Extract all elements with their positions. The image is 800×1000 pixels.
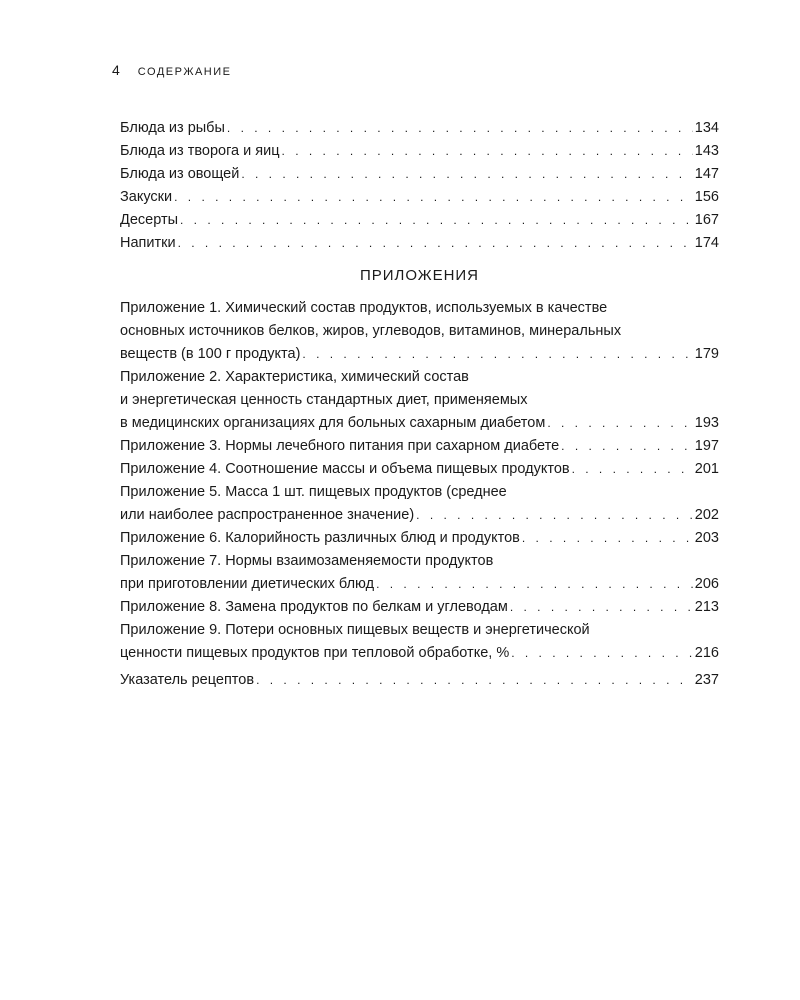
toc-entry-title: Указатель рецептов	[120, 672, 255, 688]
toc-index	[120, 669, 719, 692]
running-title: СОДЕРЖАНИЕ	[137, 66, 232, 78]
toc-entry[interactable]	[120, 619, 719, 665]
page-number: 4	[112, 62, 120, 78]
toc-entry[interactable]	[120, 458, 719, 481]
toc-entry-last-line	[120, 527, 719, 550]
dot-leader	[376, 573, 693, 596]
toc-page-number: 197	[694, 438, 719, 454]
toc-entry-line: Приложение 7. Нормы взаимозаменяемости продуктов	[120, 553, 494, 569]
toc-chapters	[120, 117, 719, 255]
toc-page-number: 202	[694, 507, 719, 523]
toc-entry-title: Приложение 4. Соотношение массы и объема пищевых продуктов	[120, 461, 570, 477]
toc-page-number: 213	[694, 599, 719, 615]
toc-entry-last-line	[120, 642, 719, 665]
dot-leader	[282, 140, 693, 163]
toc-entry-last-line	[120, 163, 719, 186]
dot-leader	[511, 642, 693, 665]
toc-entry[interactable]	[120, 669, 719, 692]
toc-entry[interactable]	[120, 297, 719, 366]
toc-entry-line: Приложение 5. Масса 1 шт. пищевых продуктов (среднее	[120, 484, 507, 500]
toc-entry-last-line	[120, 573, 719, 596]
toc-page-number: 201	[694, 461, 719, 477]
toc-entry[interactable]	[120, 596, 719, 619]
dot-leader	[227, 117, 693, 140]
toc-entry-line: Приложение 2. Характеристика, химический состав	[120, 369, 469, 385]
toc-page-number: 134	[694, 120, 719, 136]
toc-entry[interactable]	[120, 435, 719, 458]
toc-entry-last-line	[120, 117, 719, 140]
dot-leader	[256, 669, 693, 692]
toc-entry-title: Блюда из овощей	[120, 166, 240, 182]
toc-page-number: 216	[694, 645, 719, 661]
toc-entry-last-line	[120, 435, 719, 458]
toc-entry[interactable]	[120, 550, 719, 596]
toc-page-number: 143	[694, 143, 719, 159]
dot-leader	[522, 527, 693, 550]
toc-entry-last-line	[120, 669, 719, 692]
toc-entry[interactable]	[120, 117, 719, 140]
toc-entry-title: Приложение 6. Калорийность различных блюд и продуктов	[120, 530, 520, 546]
toc-entry[interactable]	[120, 163, 719, 186]
toc-entry-last-line	[120, 186, 719, 209]
toc-entry[interactable]	[120, 186, 719, 209]
toc-entry-title: в медицинских организациях для больных сахарным диабетом	[120, 415, 546, 431]
toc-entry-title: Закуски	[120, 189, 173, 205]
toc-page-number: 174	[694, 235, 719, 251]
dot-leader	[302, 343, 692, 366]
toc-entry-last-line	[120, 412, 719, 435]
toc-page-number: 147	[694, 166, 719, 182]
dot-leader	[241, 163, 692, 186]
toc-entry-title: Блюда из рыбы	[120, 120, 225, 136]
toc-entry[interactable]	[120, 481, 719, 527]
toc-page-number: 206	[694, 576, 719, 592]
toc-entry-title: Десерты	[120, 212, 179, 228]
dot-leader	[416, 504, 693, 527]
toc-entry-last-line	[120, 343, 719, 366]
toc-entry[interactable]	[120, 232, 719, 255]
toc-entry-title: Приложение 8. Замена продуктов по белкам и углеводам	[120, 599, 508, 615]
toc-entry-last-line	[120, 209, 719, 232]
dot-leader	[572, 458, 693, 481]
toc-appendices	[120, 297, 719, 665]
appendices-heading: ПРИЛОЖЕНИЯ	[359, 267, 480, 284]
dot-leader	[178, 232, 693, 255]
toc-entry-line: основных источников белков, жиров, углеводов, витаминов, минеральных	[120, 323, 622, 339]
dot-leader	[180, 209, 693, 232]
table-of-contents	[120, 117, 719, 692]
toc-entry-last-line	[120, 596, 719, 619]
toc-entry-last-line	[120, 458, 719, 481]
toc-entry-last-line	[120, 140, 719, 163]
toc-page-number: 156	[694, 189, 719, 205]
dot-leader	[510, 596, 693, 619]
toc-page-number: 167	[694, 212, 719, 228]
toc-page-number: 203	[694, 530, 719, 546]
toc-entry-title: Блюда из творога и яиц	[120, 143, 280, 159]
toc-entry-title: Напитки	[120, 235, 176, 251]
toc-entry-title: при приготовлении диетических блюд	[120, 576, 375, 592]
dot-leader	[547, 412, 692, 435]
toc-entry-line: Приложение 1. Химический состав продуктов, используемых в качестве	[120, 300, 608, 316]
toc-entry-line: и энергетическая ценность стандартных диет, применяемых	[120, 392, 528, 408]
toc-entry-title: веществ (в 100 г продукта)	[120, 346, 301, 362]
dot-leader	[174, 186, 693, 209]
toc-entry-title: ценности пищевых продуктов при тепловой обработке, %	[120, 645, 510, 661]
running-head	[112, 62, 232, 78]
toc-entry[interactable]	[120, 527, 719, 550]
toc-entry[interactable]	[120, 209, 719, 232]
toc-entry-last-line	[120, 232, 719, 255]
toc-page-number: 193	[694, 415, 719, 431]
toc-entry-line: Приложение 9. Потери основных пищевых веществ и энергетической	[120, 622, 590, 638]
toc-entry-title: Приложение 3. Нормы лечебного питания при сахарном диабете	[120, 438, 560, 454]
dot-leader	[561, 435, 693, 458]
toc-entry[interactable]	[120, 140, 719, 163]
toc-entry[interactable]	[120, 366, 719, 435]
toc-page-number: 237	[694, 672, 719, 688]
toc-entry-title: или наиболее распространенное значение)	[120, 507, 415, 523]
toc-entry-last-line	[120, 504, 719, 527]
toc-page-number: 179	[694, 346, 719, 362]
